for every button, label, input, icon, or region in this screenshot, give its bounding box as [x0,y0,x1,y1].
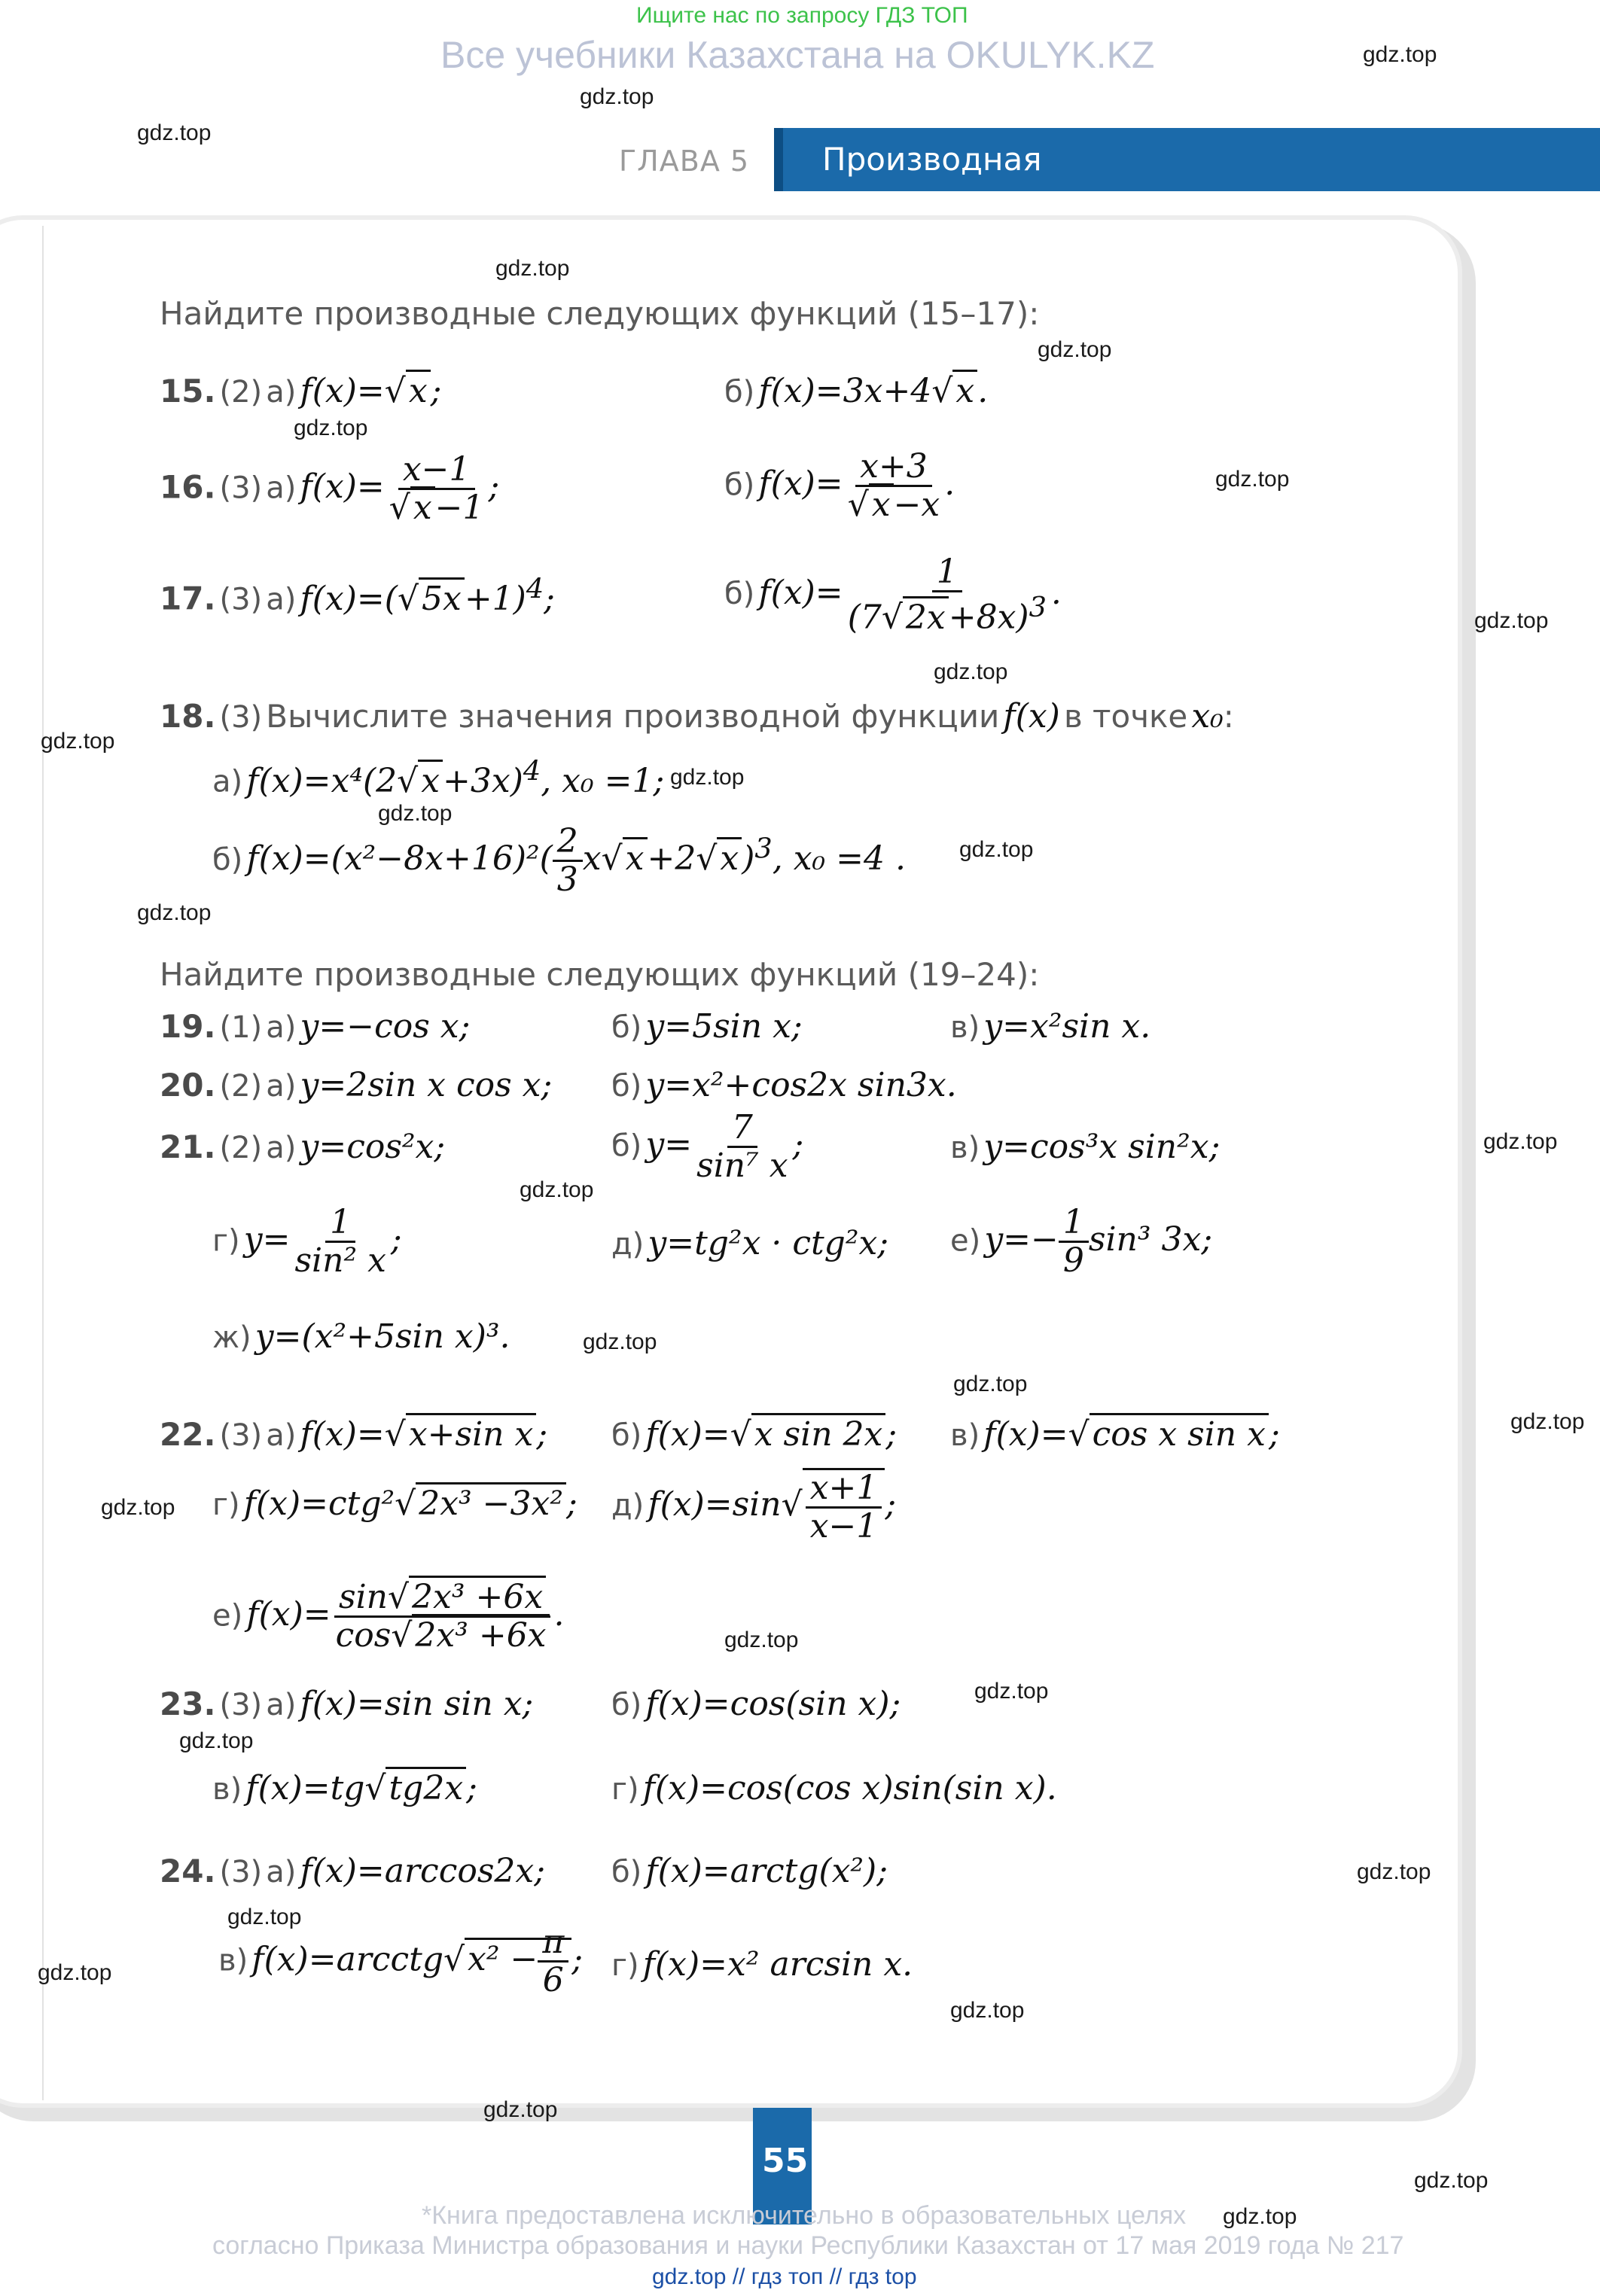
exercise-22b [611,1415,897,1454]
exercise-21b [611,1110,803,1185]
formula-19a: y=−cos x; [300,1007,471,1046]
exercise-22f [212,1579,565,1655]
exercise-22e [611,1468,896,1545]
watermark: gdz.top [953,1372,1028,1396]
item-label: а) [266,1418,297,1453]
colon: : [1223,698,1234,735]
formula-20a: y=2sin x cos x; [300,1066,553,1104]
item-label: д) [611,1227,645,1262]
exercise-23 [160,1685,533,1723]
exercise-19c [950,1007,1150,1046]
watermark: gdz.top [583,1329,657,1354]
formula-15b: f(x)=3x+4√x. [758,370,988,410]
difficulty-level: (3) [219,470,263,506]
item-label: б) [611,1855,642,1889]
formula-21b: y= $\frac{7}{\text{sin⁷ x}}$ ; [645,1108,804,1186]
formula-22d: f(x)=ctg²√2x³ −3x²; [244,1482,578,1523]
formula-24c: f(x)=arcctg√x² − $\frac{\pi}{6}$ ; [251,1923,584,2000]
watermark: gdz.top [294,416,368,440]
exercise-number: 24. [160,1853,216,1889]
card-margin-line [42,226,44,2100]
exercise-16b [724,449,955,524]
difficulty-level: (1) [219,1010,263,1045]
exercise-19 [160,1007,470,1046]
item-label: б) [611,1418,642,1453]
exercise-21 [160,1128,445,1166]
exercise-22d [212,1484,578,1523]
watermark: gdz.top [1483,1129,1558,1154]
exercise-15 [160,372,442,410]
exercise-23b [611,1685,901,1723]
formula-22c: f(x)=√cos x sin x; [983,1413,1279,1454]
item-label: ж) [212,1320,251,1355]
exercise-23c [212,1769,477,1807]
exercise-number: 20. [160,1067,216,1104]
watermark: gdz.top [1414,2168,1489,2193]
footer-line-2: согласно Приказа Министра образования и науки Республики Казахстан от 17 мая 2019 года № 217 [212,2231,1404,2260]
item-label: б) [212,842,243,878]
promo-text: Ищите нас по запросу ГДЗ ТОП [636,3,968,28]
watermark: gdz.top [483,2097,558,2122]
formula-21d: y= $\frac{1}{\text{sin² x}}$ ; [243,1203,402,1280]
formula-23a: f(x)=sin sin x; [300,1685,534,1723]
item-label: е) [950,1223,981,1259]
difficulty-level: (3) [219,1688,263,1722]
exercise-21c [950,1128,1220,1166]
exercise-number: 22. [160,1416,216,1453]
formula-17b: f(x)= $\frac{1}{(7√2x+8x)^3}$ . [758,553,1062,638]
item-label: в) [950,1418,980,1453]
watermark: gdz.top [1363,42,1437,67]
exercise-23d [611,1769,1057,1807]
item-label: б) [724,375,755,410]
exercise-21d [212,1204,402,1280]
formula-24d: f(x)=x² arcsin x. [642,1945,913,1984]
watermark: gdz.top [495,256,570,281]
item-label: а) [266,1010,297,1045]
item-label: е) [212,1598,243,1634]
formula-21a: y=cos²x; [300,1128,446,1166]
exercise-20 [160,1066,552,1104]
exercise-24d [611,1945,913,1984]
site-title[interactable]: Все учебники Казахстана на OKULYK.KZ [440,34,1155,76]
item-label: а) [212,764,243,799]
exercise-21e [611,1224,888,1262]
exercise-24 [160,1852,545,1890]
watermark: gdz.top [1510,1409,1585,1434]
exercise-number: 16. [160,468,216,506]
exercise-24c [218,1924,583,1999]
formula-24b: f(x)=arctg(x²); [645,1852,888,1890]
exercise-number: 23. [160,1685,216,1722]
formula-21f: y=− $\frac{1}{9}$ sin³ 3x; [984,1203,1213,1280]
point-symbol: x₀ [1191,697,1224,735]
formula-20b: y=x²+cos2x sin3x. [645,1066,957,1104]
item-label: г) [611,1772,639,1807]
item-label: а) [266,375,297,410]
item-label: г) [611,1948,639,1983]
exercise-16 [160,452,499,527]
formula-21g: y=(x²+5sin x)³. [254,1317,510,1356]
exercise-number: 17. [160,580,216,617]
formula-19c: y=x²sin x. [983,1007,1151,1046]
watermark: gdz.top [137,900,212,925]
watermark: gdz.top [959,837,1034,862]
watermark: gdz.top [520,1177,594,1202]
exercise-number: 19. [160,1008,216,1045]
exercise-21g [212,1317,510,1356]
footer-links[interactable]: gdz.top // гдз топ // гдз top [652,2264,917,2289]
item-label: б) [611,1688,642,1722]
formula-24a: f(x)=arccos2x; [300,1852,546,1890]
watermark: gdz.top [101,1495,175,1520]
item-label: б) [611,1069,642,1104]
exercise-number: 18. [160,698,216,735]
exercise-15b [724,372,988,410]
watermark: gdz.top [378,801,453,826]
formula-16a: f(x)= $\frac{x-1}{√x-1}$ ; [300,450,500,528]
exercise-22c [950,1415,1280,1454]
item-label: в) [950,1131,980,1165]
watermark: gdz.top [1215,467,1290,492]
item-label: а) [266,1855,297,1889]
difficulty-level: (2) [219,1069,263,1104]
formula-19b: y=5sin x; [645,1007,803,1046]
exercise-19b [611,1007,803,1046]
item-label: в) [218,1943,248,1978]
watermark: gdz.top [179,1728,254,1753]
section-heading-19-24: Найдите производные следующих функций (19–24): [160,956,1040,993]
exercise-18b [212,824,906,899]
item-label: б) [611,1128,642,1164]
difficulty-level: (3) [219,700,263,735]
exercise-18-text: Вычислите значения производной функции [266,698,1000,735]
formula-16b: f(x)= $\frac{x+3}{√x-x}$ . [758,447,955,525]
formula-22a: f(x)=√x+sin x; [300,1413,547,1454]
item-label: г) [212,1488,240,1522]
watermark: gdz.top [41,729,115,754]
formula-17a: $f(x)=(√5x+1)^4$; [300,572,555,618]
formula-15a: f(x)=√x; [300,370,441,410]
formula-22f: f(x)= $\frac{\text{sin√2x³ +6x}}{\text{cos√2x³ +6x}}$ . [246,1595,564,1634]
exercise-number: 21. [160,1128,216,1165]
exercise-22 [160,1415,547,1454]
formula-18a: $f(x)=x^4(2√x+3x)^4$, x₀ =1; [246,754,665,800]
watermark: gdz.top [934,659,1008,684]
difficulty-level: (3) [219,1855,263,1889]
watermark: gdz.top [1223,2204,1297,2229]
item-label: в) [950,1010,980,1045]
item-label: а) [266,582,297,617]
section-heading-15-17: Найдите производные следующих функций (15–17): [160,295,1040,332]
item-label: а) [266,1131,297,1165]
chapter-title: Производная [822,141,1042,178]
watermark: gdz.top [137,120,212,145]
exercise-18-text-2: в точке [1063,698,1188,735]
exercise-24b [611,1852,888,1890]
chapter-bar-edge [774,128,783,191]
difficulty-level: (2) [219,1131,263,1165]
formula-22e: f(x)=sin√ $\frac{x+1}{x-1}$ ; [648,1469,897,1546]
watermark: gdz.top [580,84,654,109]
item-label: б) [724,467,755,503]
exercise-18 [160,697,1234,735]
footer-line-1: *Книга предоставлена исключительно в образовательных целях [422,2201,1187,2230]
watermark: gdz.top [950,1998,1025,2023]
item-label: б) [611,1010,642,1045]
formula-22b: f(x)=√x sin 2x; [645,1413,897,1454]
watermark: gdz.top [974,1679,1049,1704]
difficulty-level: (3) [219,582,263,617]
exercise-number: 15. [160,373,216,410]
exercise-21f [950,1204,1212,1280]
watermark: gdz.top [1357,1859,1431,1884]
item-label: а) [266,1688,297,1722]
formula-21c: y=cos³x sin²x; [983,1128,1221,1166]
item-label: а) [266,1069,297,1104]
watermark: gdz.top [670,765,745,790]
watermark: gdz.top [38,1960,112,1985]
item-label: г) [212,1223,240,1259]
item-label: в) [212,1772,242,1807]
watermark: gdz.top [1474,608,1549,633]
exercise-17 [160,572,555,618]
item-label: д) [611,1488,645,1523]
formula-23b: f(x)=cos(sin x); [645,1685,901,1723]
watermark: gdz.top [227,1905,302,1929]
function-symbol: f(x) [1003,697,1060,735]
formula-21e: y=tg²x · ctg²x; [648,1224,889,1262]
chapter-label: ГЛАВА 5 [619,145,750,178]
item-label: б) [724,577,755,612]
formula-23c: f(x)=tg√tg2x; [245,1767,477,1807]
item-label: а) [266,470,297,506]
formula-23d: f(x)=cos(cos x)sin(sin x). [642,1769,1057,1807]
exercise-17b [724,554,1062,636]
exercise-18a [212,754,664,800]
difficulty-level: (2) [219,375,263,410]
exercise-20b [611,1066,957,1104]
formula-18b: f(x)=(x²−8x+16)²( $\frac{2}{3}$ x√x+2√x)$^3$, x₀ =4 . [246,822,906,900]
watermark: gdz.top [724,1628,799,1652]
watermark: gdz.top [1038,337,1112,362]
page-number: 55 [762,2142,809,2180]
difficulty-level: (3) [219,1418,263,1453]
